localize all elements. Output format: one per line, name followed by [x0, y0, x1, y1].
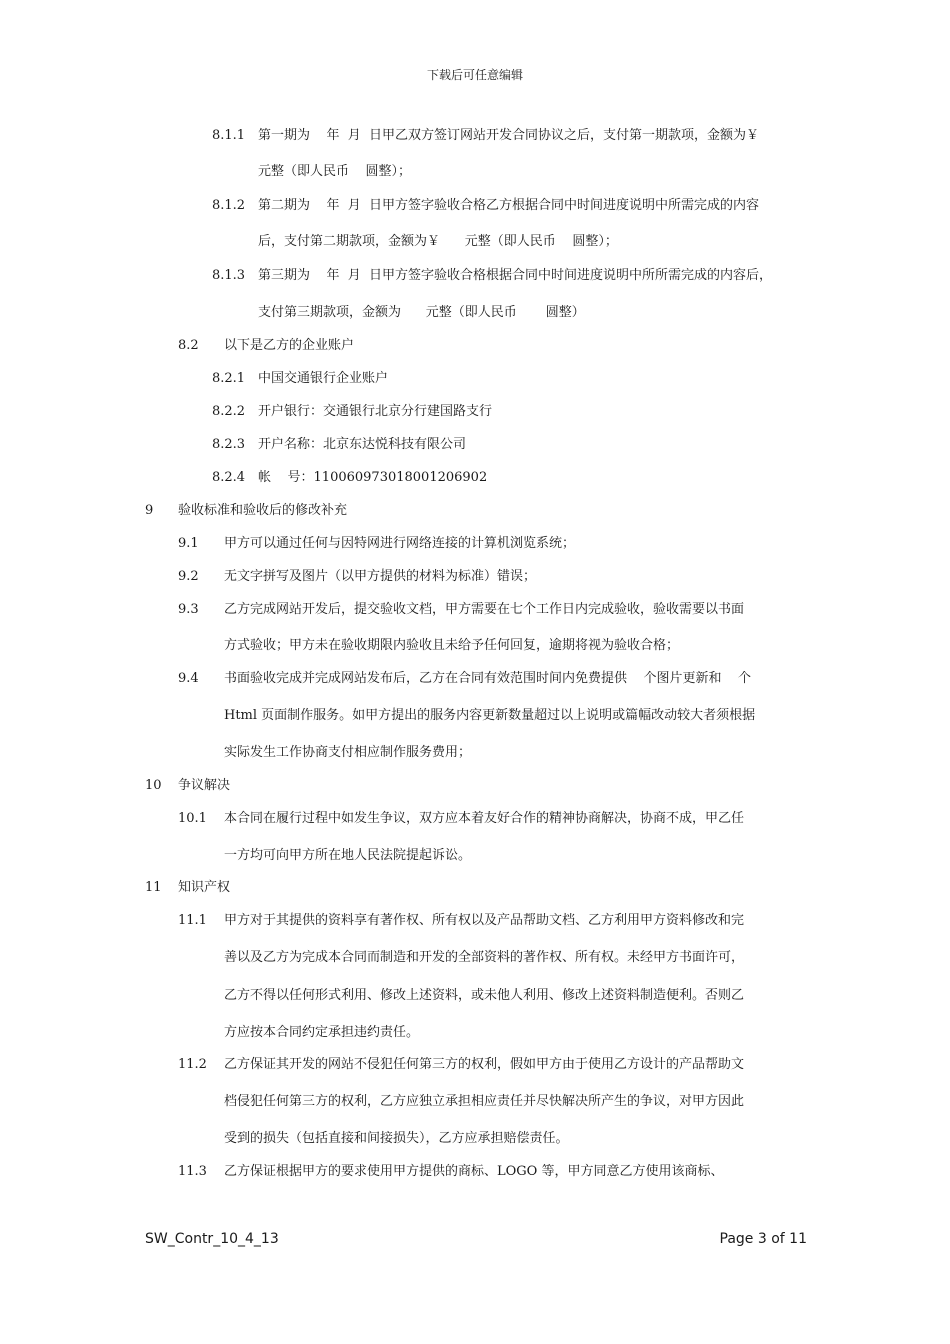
clause-number: 10: [145, 778, 162, 793]
clause-text: 实际发生工作协商支付相应制作服务费用；: [224, 745, 472, 760]
clause-text: 善以及乙方为完成本合同而制造和开发的全部资料的著作权、所有权。未经甲方书面许可，: [224, 950, 745, 965]
clause-number: 11.1: [178, 913, 207, 928]
clause-text: 第一期为 年 月 日甲乙双方签订网站开发合同协议之后，支付第一期款项，金额为￥: [258, 128, 760, 143]
clause-text: 元整（即人民币 圆整）；: [258, 164, 412, 179]
clause-number: 10.1: [178, 811, 207, 826]
clause-text: 方应按本合同约定承担违约责任。: [224, 1025, 420, 1040]
clause-text: 争议解决: [178, 778, 231, 793]
clause-text: 甲方对于其提供的资料享有著作权、所有权以及产品帮助文档、乙方利用甲方资料修改和完: [224, 913, 745, 928]
clause-text: 乙方完成网站开发后，提交验收文档，甲方需要在七个工作日内完成验收，验收需要以书面: [224, 602, 745, 617]
clause-text: 帐 号：110060973018001206902: [258, 470, 488, 485]
clause-number: 8.2: [178, 338, 199, 353]
clause-number: 8.1.3: [212, 268, 246, 283]
clause-number: 9.1: [178, 536, 199, 551]
clause-text: 甲方可以通过任何与因特网进行网络连接的计算机浏览系统；: [224, 536, 576, 551]
clause-number: 11.3: [178, 1164, 207, 1179]
clause-text: 支付第三期款项，金额为 元整（即人民币 圆整）: [258, 305, 585, 320]
clause-number: 11: [145, 880, 162, 895]
clause-text: 后，支付第二期款项，金额为￥ 元整（即人民币 圆整）；: [258, 234, 618, 249]
clause-number: 8.1.1: [212, 128, 246, 143]
clause-text: 验收标准和验收后的修改补充: [178, 503, 348, 518]
clause-text: 无文字拼写及图片（以甲方提供的材料为标准）错误；: [224, 569, 537, 584]
clause-number: 8.2.3: [212, 437, 246, 452]
clause-text: 知识产权: [178, 880, 231, 895]
clause-number: 11.2: [178, 1057, 207, 1072]
clause-text: 本合同在履行过程中如发生争议，双方应本着友好合作的精神协商解决，协商不成，甲乙任: [224, 811, 745, 826]
page-header: 下载后可任意编辑: [426, 68, 523, 82]
clause-text: 乙方不得以任何形式利用、修改上述资料，或未他人利用、修改上述资料制造便利。否则乙: [224, 988, 745, 1003]
clause-number: 8.2.1: [212, 371, 246, 386]
clause-text: 乙方保证其开发的网站不侵犯任何第三方的权利，假如甲方由于使用乙方设计的产品帮助文: [224, 1057, 745, 1072]
clause-number: 8.2.4: [212, 470, 246, 485]
clause-text: 开户银行：交通银行北京分行建国路支行: [258, 404, 493, 419]
clause-text: Html 页面制作服务。如甲方提出的服务内容更新数量超过以上说明或篇幅改动较大者须根据: [224, 708, 756, 723]
footer-page-number: Page 3 of 11: [719, 1231, 807, 1247]
clause-text: 第二期为 年 月 日甲方签字验收合格乙方根据合同中时间进度说明中所需完成的内容: [258, 198, 760, 213]
clause-text: 以下是乙方的企业账户: [224, 338, 355, 353]
clause-number: 9.2: [178, 569, 199, 584]
clause-text: 乙方保证根据甲方的要求使用甲方提供的商标、LOGO 等，甲方同意乙方使用该商标、: [224, 1164, 724, 1179]
clause-number: 9.3: [178, 602, 199, 617]
clause-text: 档侵犯任何第三方的权利，乙方应独立承担相应责任并尽快解决所产生的争议，对甲方因此: [224, 1094, 745, 1109]
clause-text: 书面验收完成并完成网站发布后，乙方在合同有效范围时间内免费提供 个图片更新和 个: [224, 671, 752, 686]
clause-text: 方式验收；甲方未在验收期限内验收且未给予任何回复，逾期将视为验收合格；: [224, 638, 680, 653]
clause-number: 9: [145, 503, 154, 518]
clause-text: 受到的损失（包括直接和间接损失），乙方应承担赔偿责任。: [224, 1131, 569, 1146]
footer-document-id: SW_Contr_10_4_13: [145, 1231, 279, 1247]
clause-text: 一方均可向甲方所在地人民法院提起诉讼。: [224, 848, 472, 863]
clause-text: 第三期为 年 月 日甲方签字验收合格根据合同中时间进度说明中所所需完成的内容后，: [258, 268, 773, 283]
clause-number: 8.1.2: [212, 198, 246, 213]
clause-text: 开户名称：北京东达悦科技有限公司: [258, 437, 467, 452]
clause-text: 中国交通银行企业账户: [258, 371, 389, 386]
clause-number: 9.4: [178, 671, 199, 686]
clause-number: 8.2.2: [212, 404, 246, 419]
